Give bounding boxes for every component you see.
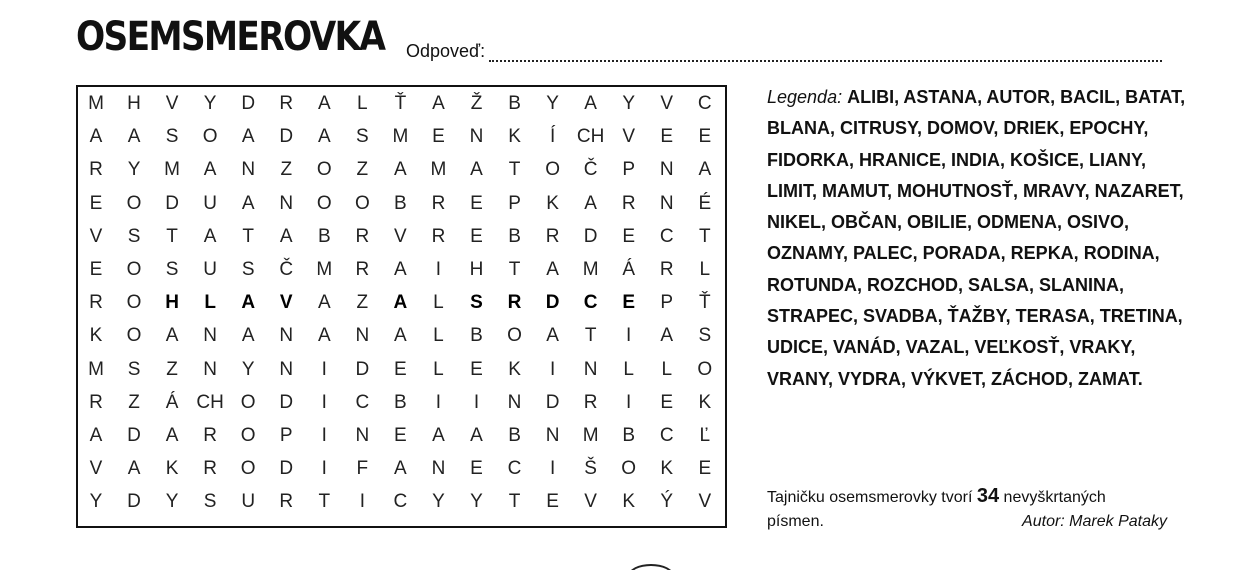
grid-cell[interactable]: E [470,225,483,247]
grid-cell[interactable]: Í [549,126,556,148]
legend-label: Legenda: [767,87,843,107]
grid-cell[interactable]: K [89,325,103,347]
grid-cell[interactable]: V [89,458,103,480]
grid-cell[interactable]: O [316,192,332,214]
puzzle-title: OSEMSMEROVKA [76,14,385,60]
grid-cell[interactable]: S [356,126,369,148]
grid-cell[interactable]: T [508,259,521,280]
grid-cell[interactable]: A [241,192,255,214]
grid-cell[interactable]: O [240,458,256,480]
grid-cell[interactable]: R [203,458,217,480]
grid-cell[interactable]: I [473,391,480,413]
grid-cell[interactable]: L [661,358,673,380]
grid-cell[interactable]: R [89,292,103,314]
grid-cell[interactable]: E [546,491,559,513]
grid-cell[interactable]: A [241,292,256,314]
grid-cell[interactable]: D [545,391,560,413]
grid-cell[interactable]: C [393,491,408,513]
grid-cell[interactable]: Š [584,458,597,480]
grid-cell[interactable]: N [279,325,294,347]
grid-cell[interactable]: R [545,225,560,247]
grid-cell[interactable]: B [470,325,483,347]
grid-cell[interactable]: M [582,425,599,446]
grid-cell[interactable]: O [316,159,332,181]
grid-cell[interactable]: T [166,225,178,247]
grid-cell[interactable]: B [394,192,407,214]
grid-cell[interactable]: S [127,358,141,380]
grid-cell[interactable]: Á [165,391,179,413]
grid-cell[interactable]: M [88,93,104,114]
grid-cell[interactable]: A [241,325,255,347]
grid-cell[interactable]: A [584,93,597,114]
grid-cell[interactable]: U [203,192,217,214]
grid-cell[interactable]: Ý [660,491,674,513]
grid-cell[interactable]: Ľ [699,425,711,446]
grid-cell[interactable]: D [241,93,256,114]
grid-cell[interactable]: D [165,192,179,214]
grid-cell[interactable]: CH [196,391,224,413]
grid-cell[interactable]: Ť [698,292,711,314]
grid-cell[interactable]: E [432,126,445,148]
grid-cell[interactable]: I [549,358,556,380]
grid-cell[interactable]: U [203,259,217,280]
grid-cell[interactable]: A [432,425,445,446]
grid-cell[interactable]: T [698,225,711,247]
grid-cell[interactable]: T [242,225,254,247]
grid-cell[interactable]: A [317,292,331,314]
grid-cell[interactable]: E [89,259,103,280]
grid-cell[interactable]: M [430,159,447,181]
grid-cell[interactable]: N [583,358,598,380]
grid-cell[interactable]: V [622,126,636,148]
grid-cell[interactable]: C [583,292,598,314]
grid-cell[interactable]: V [394,225,407,247]
grid-cell[interactable]: E [394,358,407,380]
grid-cell[interactable]: D [545,292,560,314]
grid-cell[interactable]: Y [622,93,636,114]
grid-cell[interactable]: A [317,325,331,347]
grid-cell[interactable]: O [126,259,142,280]
grid-cell[interactable]: A [127,458,141,480]
grid-cell[interactable]: A [317,93,331,114]
grid-cell[interactable]: A [394,325,407,347]
grid-cell[interactable]: E [470,358,483,380]
grid-cell[interactable]: E [698,458,712,480]
grid-cell[interactable]: Z [356,292,369,314]
grid-cell[interactable]: K [508,358,521,380]
grid-cell[interactable]: O [126,325,142,347]
grid-cell[interactable]: S [127,225,141,247]
grid-cell[interactable]: D [279,458,294,480]
grid-cell[interactable]: E [394,425,407,446]
grid-cell[interactable]: S [203,491,217,513]
grid-cell[interactable]: R [659,259,674,280]
grid-cell[interactable]: A [394,458,407,480]
grid-cell[interactable]: P [622,159,636,181]
grid-cell[interactable]: E [89,192,103,214]
grid-cell[interactable]: B [508,225,521,247]
letter-grid [76,85,727,528]
grid-cell[interactable]: A [89,425,103,446]
grid-cell[interactable]: A [203,159,217,181]
grid-cell[interactable]: B [508,93,521,114]
grid-cell[interactable]: D [355,358,370,380]
grid-cell[interactable]: E [470,458,483,480]
grid-cell[interactable]: S [698,325,712,347]
grid-cell[interactable]: Č [583,159,598,181]
grid-cell[interactable]: N [545,425,560,446]
grid-cell[interactable]: A [584,192,597,214]
grid-cell[interactable]: O [621,458,637,480]
grid-cell[interactable]: V [698,491,712,513]
legend [767,82,1187,395]
grid-cell[interactable]: O [240,391,256,413]
grid-cell[interactable]: A [432,93,445,114]
grid-cell[interactable]: Z [128,391,140,413]
grid-cell[interactable]: R [279,93,294,114]
grid-cell[interactable]: S [165,126,179,148]
grid-cell[interactable]: C [659,225,674,247]
grid-cell[interactable]: N [659,192,674,214]
grid-cell[interactable]: Z [356,159,369,181]
grid-cell[interactable]: Y [127,159,141,181]
grid-cell[interactable]: K [622,491,636,513]
grid-cell[interactable]: F [356,458,369,480]
grid-cell[interactable]: B [508,425,521,446]
grid-cell[interactable]: P [508,192,521,214]
grid-cell[interactable]: H [165,292,179,314]
grid-cell[interactable]: A [393,292,408,314]
grid-cell[interactable]: Z [280,159,293,181]
grid-cell[interactable]: Č [279,259,294,280]
grid-cell[interactable]: L [433,325,444,347]
grid-cell[interactable]: B [317,225,331,247]
grid-cell[interactable]: I [321,458,327,480]
grid-cell[interactable]: I [359,491,365,513]
answer-row [406,38,1162,62]
grid-cell[interactable]: U [241,491,256,513]
grid-cell[interactable]: N [279,358,294,380]
grid-cell[interactable]: M [392,126,409,148]
grid-cell[interactable]: Y [203,93,217,114]
grid-cell[interactable]: A [660,325,674,347]
grid-cell[interactable]: C [507,458,522,480]
grid-cell[interactable]: V [584,491,597,513]
grid-cell[interactable]: N [355,325,370,347]
grid-cell[interactable]: L [204,292,216,314]
grid-cell[interactable]: A [317,126,331,148]
grid-cell[interactable]: L [433,358,444,380]
letter-count: 34 [976,485,1000,507]
grid-cell[interactable]: V [660,93,674,114]
grid-cell[interactable]: P [279,425,293,446]
grid-cell[interactable]: N [203,358,217,380]
grid-cell[interactable]: K [660,458,674,480]
grid-cell[interactable]: I [321,425,327,446]
grid-cell[interactable]: A [89,126,103,148]
grid-cell[interactable]: L [433,292,444,314]
grid-cell[interactable]: CH [576,126,605,148]
grid-cell[interactable]: É [698,192,712,214]
grid-cell[interactable]: R [89,391,103,413]
grid-cell[interactable]: O [545,159,560,181]
footer-text-after: nevyškrtaných [1003,489,1106,506]
grid-cell[interactable]: N [469,126,484,148]
grid-cell[interactable]: D [127,425,141,446]
grid-cell[interactable]: M [582,259,599,280]
grid-cell[interactable]: A [546,259,559,280]
grid-cell[interactable]: N [279,192,294,214]
grid-cell[interactable]: N [203,325,217,347]
grid-cell[interactable]: E [660,126,674,148]
grid-cell[interactable]: O [240,425,256,446]
grid-cell[interactable]: E [622,292,636,314]
grid-cell[interactable]: I [626,325,632,347]
grid-cell[interactable]: Y [241,358,255,380]
grid-cell[interactable]: S [241,259,255,280]
footer [767,484,1167,534]
grid-cell[interactable]: R [355,259,370,280]
footer-line-1 [767,484,1167,510]
grid-cell[interactable]: I [626,391,632,413]
decorative-oval [628,564,674,570]
grid-cell[interactable]: O [697,358,713,380]
grid-cell[interactable]: I [321,358,327,380]
answer-line[interactable] [489,44,1162,62]
grid-cell[interactable]: T [318,491,331,513]
grid-cell[interactable]: C [697,93,712,114]
footer-text-before: Tajničku osemsmerovky tvorí [767,489,973,506]
grid-cell[interactable]: E [622,225,636,247]
grid-cell[interactable]: R [279,491,294,513]
grid-cell[interactable]: D [279,126,294,148]
grid-cell[interactable]: A [165,425,179,446]
grid-cell[interactable]: N [507,391,522,413]
grid-cell[interactable]: O [126,292,142,314]
grid-cell[interactable]: Y [470,491,483,513]
grid-cell[interactable]: O [202,126,218,148]
grid-cell[interactable]: V [165,93,179,114]
grid-cell[interactable]: D [583,225,598,247]
grid-cell[interactable]: R [203,425,217,446]
grid-cell[interactable]: V [89,225,103,247]
grid-cell[interactable]: A [279,225,293,247]
grid-cell[interactable]: Y [432,491,445,513]
grid-cell[interactable]: R [431,192,446,214]
grid-cell[interactable]: B [394,391,407,413]
grid-cell[interactable]: R [431,225,446,247]
grid-cell[interactable]: A [127,126,141,148]
grid-cell[interactable]: R [89,159,103,181]
grid-cell[interactable]: L [699,259,711,280]
grid-cell[interactable]: K [698,391,712,413]
grid-cell[interactable]: Ť [394,93,407,114]
grid-cell[interactable]: T [508,159,521,181]
grid-cell[interactable]: A [203,225,217,247]
footer-line-2 [767,510,1167,534]
answer-label: Odpoveď: [406,41,486,61]
grid-cell[interactable]: N [431,458,446,480]
grid-cell[interactable]: R [355,225,370,247]
grid-cell[interactable]: C [355,391,370,413]
grid-cell[interactable]: Ž [470,93,483,114]
grid-cell[interactable]: S [165,259,179,280]
grid-cell[interactable]: M [164,159,180,181]
grid-cell[interactable]: R [621,192,636,214]
grid-cell[interactable]: P [660,292,674,314]
grid-cell[interactable]: Y [89,491,103,513]
grid-cell[interactable]: O [354,192,370,214]
grid-cell[interactable]: N [355,425,370,446]
grid-cell[interactable]: O [126,192,142,214]
grid-cell[interactable]: Z [166,358,178,380]
grid-cell[interactable]: A [546,325,559,347]
grid-cell[interactable]: A [241,126,255,148]
grid-cell[interactable]: R [583,391,598,413]
grid-cell[interactable]: B [622,425,636,446]
grid-cell[interactable]: Y [165,491,179,513]
grid-cell[interactable]: A [394,159,407,181]
grid-cell[interactable]: N [241,159,256,181]
grid-cell[interactable]: Y [546,93,559,114]
grid-cell[interactable]: M [88,358,104,380]
grid-cell[interactable]: H [469,259,484,280]
grid-cell[interactable]: T [584,325,597,347]
legend-words: ALIBI, ASTANA, AUTOR, BACIL, BATAT, BLANA, CITRUSY, DOMOV, DRIEK, EPOCHY, FIDORKA, HRANICE, INDIA, KOŠICE, LIANY, LIMIT, MAMUT, MOHUTNOSŤ, MRAVY, NAZARET, NIKEL, OBČAN, OBILIE, ODMENA, OSIVO, OZNAMY, PALEC, PORADA, REPKA, RODINA, ROTUNDA, ROZCHOD, SALSA, SLANINA, STRAPEC, SVADBA, ŤAŽBY, TERASA, TRETINA, UDICE, VANÁD, VAZAL, VEĽKOSŤ, VRAKY, VRANY, VYDRA, VÝKVET, ZÁCHOD, ZAMAT. [767,87,1186,389]
grid-cell[interactable]: K [508,126,521,148]
grid-cell[interactable]: I [549,458,556,480]
grid-cell[interactable]: A [470,159,483,181]
footer-text-line2: písmen. [767,513,824,530]
author-credit: Autor: Marek Pataky [1022,513,1167,530]
grid-cell[interactable]: D [279,391,294,413]
grid-cell[interactable]: O [507,325,522,347]
grid-cell[interactable]: K [165,458,179,480]
grid-cell[interactable]: E [660,391,674,413]
grid-cell[interactable]: R [507,292,522,314]
grid-cell[interactable]: H [127,93,141,114]
grid-cell[interactable]: E [698,126,712,148]
grid-cell[interactable]: I [435,259,442,280]
grid-cell[interactable]: V [279,292,293,314]
grid-cell[interactable]: A [165,325,179,347]
grid-cell[interactable]: L [623,358,634,380]
grid-cell[interactable]: E [470,192,483,214]
grid-cell[interactable]: S [470,292,483,314]
grid-cell[interactable]: L [357,93,368,114]
grid-cell[interactable]: A [394,259,407,280]
grid-cell[interactable]: M [316,259,333,280]
grid-cell[interactable]: A [698,159,712,181]
grid-cell[interactable]: T [508,491,521,513]
grid-cell[interactable]: C [659,425,674,446]
grid-cell[interactable]: I [435,391,442,413]
grid-cell[interactable]: I [321,391,327,413]
grid-cell[interactable]: N [659,159,674,181]
grid-cell[interactable]: K [546,192,559,214]
grid-cell[interactable]: A [470,425,483,446]
grid-cell[interactable]: Á [622,259,636,280]
grid-cell[interactable]: D [127,491,141,513]
